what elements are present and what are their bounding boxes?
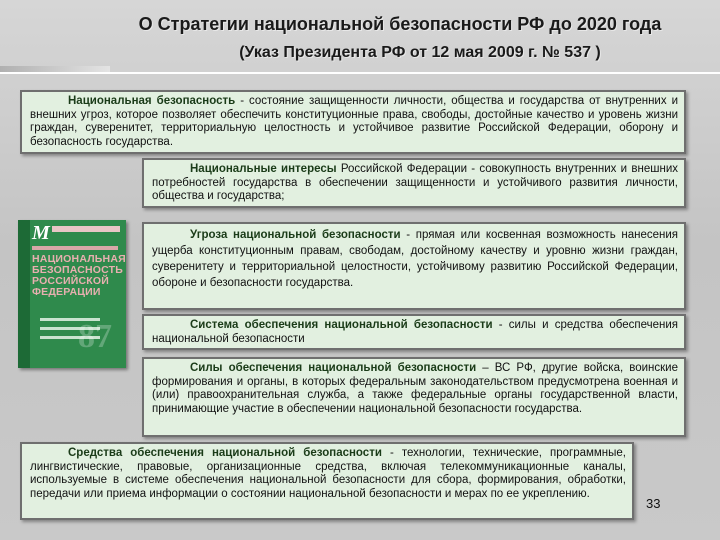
definition-text: – ВС РФ, другие войска, воинские формирования и органы, в которых федеральным законодательством предусмотрена военная и (или) правоохранительная служба, а также федеральные органы государственной власти, принимающие участие в обеспечении национальной безопасности государства. — [152, 362, 678, 415]
book-cover-watermark: 87 — [78, 318, 112, 355]
book-cover-series-line — [52, 226, 120, 232]
book-cover-title: НАЦИОНАЛЬНАЯ БЕЗОПАСНОСТЬ РОССИЙСКОЙ ФЕДЕРАЦИИ — [32, 253, 126, 298]
definition-text: - технологии, технические, программные, лингвистические, правовые, организационные средства, включая телекоммуникационные каналы, используемые в системе обеспечения национальной безопасности для сбора, формирования, обработки, передачи или приема информации о состоянии национальной безопасности и мерах по ее укреплению. — [30, 447, 627, 500]
book-spine — [18, 220, 30, 368]
definition-box-security-threat — [142, 222, 686, 310]
definition-term: Система обеспечения национальной безопасности — [190, 319, 493, 331]
page-number: 33 — [646, 496, 661, 511]
book-cover-image — [18, 220, 126, 368]
slide-subtitle: (Указ Президента РФ от 12 мая 2009 г. № 537 ) — [239, 44, 601, 61]
definition-box-national-interests — [142, 158, 686, 208]
definition-text: - прямая или косвенная возможность нанесения ущерба конституционным правам, свободам, достойному качеству и уровню жизни граждан, суверенитету и территориальной целостности, устойчивому развитию Российской Федерации, обороне и безопасности государства. — [152, 229, 678, 289]
title-divider — [0, 72, 720, 74]
definition-term: Национальная безопасность — [68, 95, 236, 107]
definition-text: - силы и средства обеспечения национальной безопасности — [152, 319, 678, 345]
definition-text: - состояние защищенности личности, общества и государства от внутренних и внешних угроз, которое позволяет обеспечить конституционные права, свободы, достойные качество и уровень жизни граждан, суверенитет, территориальную целостность и устойчивое развитие Российской Федерации, оборону и безопасность государства. — [30, 95, 679, 148]
definition-box-security-system — [142, 314, 686, 350]
slide-title: О Стратегии национальной безопасности РФ до 2020 года — [138, 14, 662, 34]
book-cover-authors-line — [32, 246, 118, 250]
definition-term: Угроза национальной безопасности — [190, 229, 401, 241]
definition-text: Российской Федерации - совокупность внутренних и внешних потребностей государства в обеспечении защищенности и устойчивого развития личности, общества и государства; — [152, 163, 678, 202]
definition-term: Силы обеспечения национальной безопасности — [190, 362, 477, 374]
definition-term: Средства обеспечения национальной безопасности — [68, 447, 382, 459]
book-cover-letter: M — [32, 222, 50, 244]
definition-box-national-security — [20, 90, 686, 154]
definition-term: Национальные интересы — [190, 163, 337, 175]
definition-box-security-means — [20, 442, 634, 520]
definition-box-security-forces — [142, 357, 686, 437]
